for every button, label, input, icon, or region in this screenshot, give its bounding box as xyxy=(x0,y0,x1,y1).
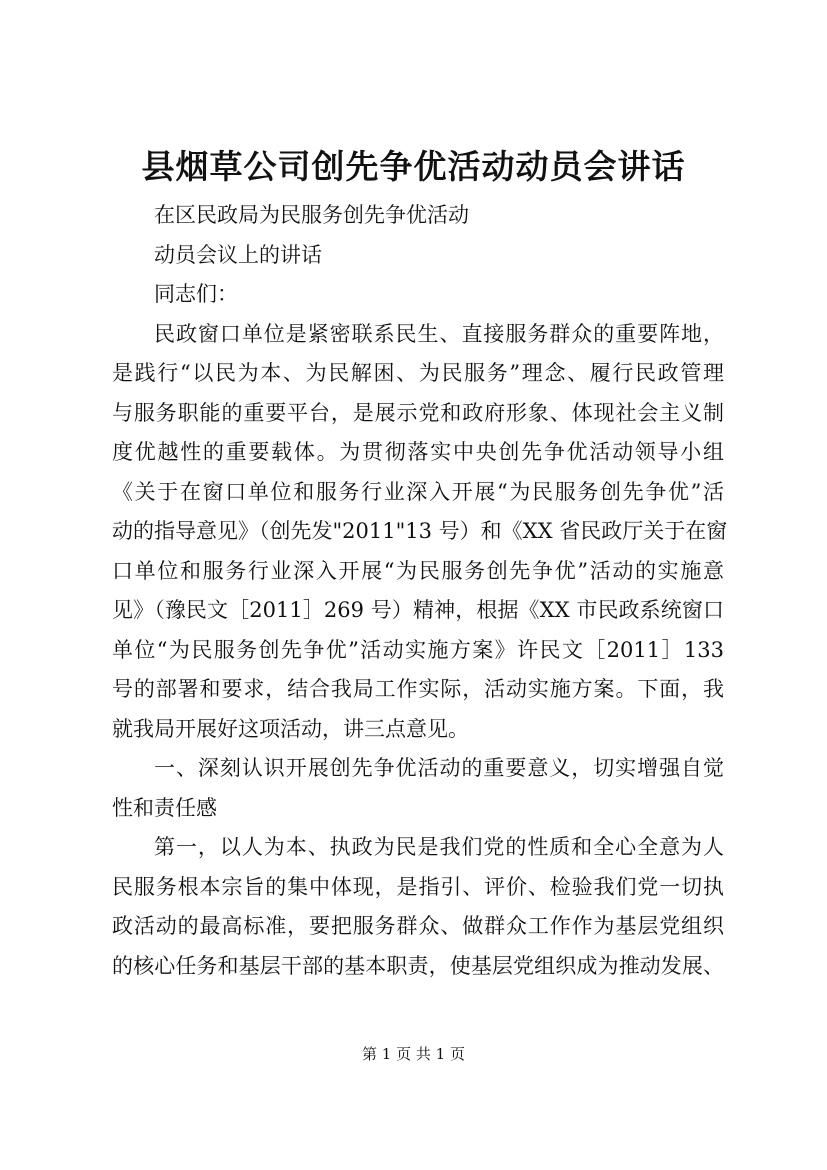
text-line: 民政窗口单位是紧密联系民生、直接服务群众的重要阵地， xyxy=(154,321,724,346)
document-title: 县烟草公司创先争优活动动员会讲话 xyxy=(141,147,686,186)
text-line: 就我局开展好这项活动，讲三点意见。 xyxy=(112,716,469,741)
text-line: 一、深刻认识开展创先争优活动的重要意义，切实增强自觉 xyxy=(154,756,724,780)
text-line: 是践行“以民为本、为民解困、为民服务”理念、履行民政管理 xyxy=(112,361,724,385)
text-line: 口单位和服务行业深入开展“为民服务创先争优”活动的实施意 xyxy=(112,558,724,583)
text-line: 性和责任感 xyxy=(112,795,217,820)
text-line: 《关于在窗口单位和服务行业深入开展“为民服务创先争优”活 xyxy=(112,479,724,504)
text-line: 动员会议上的讲话 xyxy=(154,242,322,267)
document-body xyxy=(112,196,728,986)
page-footer: 第 1 页 共 1 页 xyxy=(362,1045,465,1063)
text-line: 同志们： xyxy=(154,282,238,306)
text-line: 见》（豫民文［2011］269 号）精神，根据《XX 市民政系统窗口 xyxy=(112,598,724,622)
text-line: 度优越性的重要载体。为贯彻落实中央创先争优活动领导小组 xyxy=(112,440,724,464)
text-line: 政活动的最高标准，要把服务群众、做群众工作作为基层党组织 xyxy=(112,914,724,938)
text-line: 民服务根本宗旨的集中体现，是指引、评价、检验我们党一切执 xyxy=(112,874,724,899)
text-line: 与服务职能的重要平台，是展示党和政府形象、体现社会主义制 xyxy=(112,400,724,425)
text-line: 动的指导意见》（创先发"2011"13 号）和《XX 省民政厅关于在窗 xyxy=(112,519,728,543)
text-line: 单位“为民服务创先争优”活动实施方案》许民文［2011］133 xyxy=(112,637,724,662)
text-line: 在区民政局为民服务创先争优活动 xyxy=(154,203,469,227)
text-line: 第一，以人为本、执政为民是我们党的性质和全心全意为人 xyxy=(154,835,724,859)
text-line: 的核心任务和基层干部的基本职责，使基层党组织成为推动发展、 xyxy=(112,953,724,978)
text-line: 号的部署和要求，结合我局工作实际，活动实施方案。下面，我 xyxy=(112,677,724,701)
